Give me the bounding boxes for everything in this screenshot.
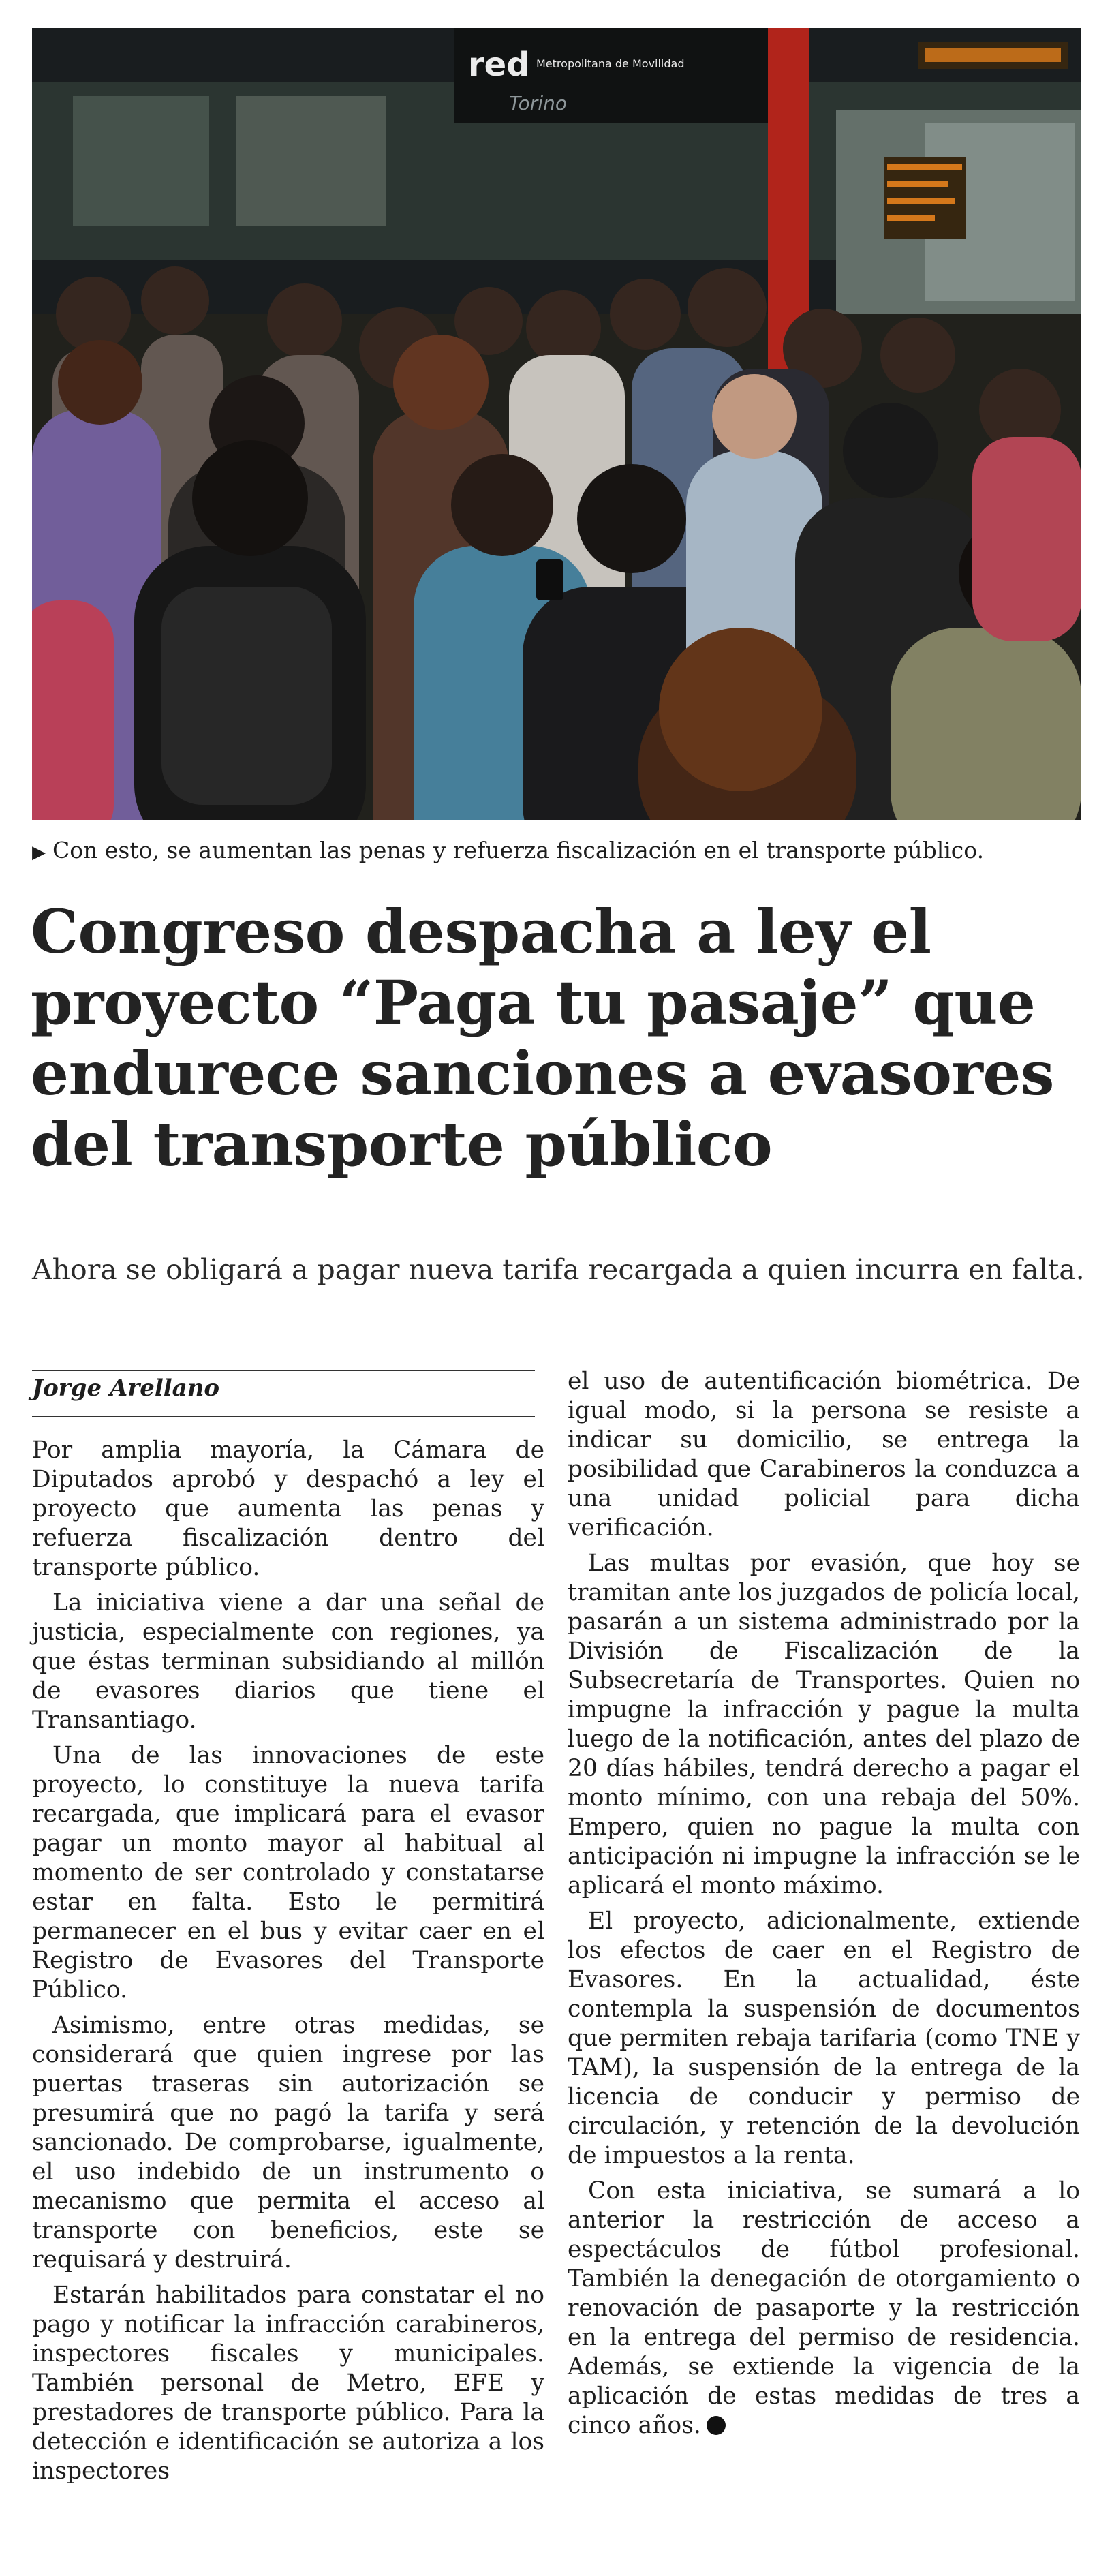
article-byline: Jorge Arellano bbox=[32, 1375, 220, 1402]
body-paragraph-last bbox=[568, 2177, 1080, 2440]
body-paragraph: La iniciativa viene a dar una señal de justicia, especialmente con regiones, ya que éstas terminan subsidiando al millón de evasores diarios que tiene el Transantiago. bbox=[32, 1589, 544, 1734]
body-paragraph-last-text: Con esta iniciativa, se sumará a lo anterior la restricción de acceso a espectáculos de fútbol profesional. También la denegación de otorgamiento o renovación de pasaporte y la restricción en la entrega del permiso de residencia. Además, se extiende la vigencia de la aplicación de estas medidas de tres a cinco años. bbox=[568, 2177, 1080, 2439]
body-paragraph: Estarán habilitados para constatar el no pago y notificar la infracción carabineros, inspectores fiscales y municipales. También personal de Metro, EFE y prestadores de transporte público. Para la detección e identificación se autoriza a los inspectores bbox=[32, 2282, 544, 2485]
body-paragraph: El proyecto, adicionalmente, extiende los efectos de caer en el Registro de Evasores. En la actualidad, éste contempla la suspensión de documentos que permiten rebaja tarifaria (como TNE y TAM), la suspensión de la entrega de la licencia de conducir y permiso de circulación, y retención de la devolución de impuestos a la renta. bbox=[568, 1907, 1080, 2169]
crowd-photo-illustration bbox=[32, 28, 1081, 820]
caption-text: Con esto, se aumentan las penas y refuerza fiscalización en el transporte público. bbox=[52, 837, 985, 863]
bus-brand-text: red bbox=[468, 46, 530, 84]
body-column-right bbox=[568, 1367, 1080, 2447]
body-paragraph: Las multas por evasión, que hoy se tramitan ante los juzgados de policía local, pasarán a un sistema administrado por la División de Fiscalización de la Subsecretaría de Transportes. Quien no impugne la infracción y pague la multa luego de la notificación, antes del plazo de 20 días hábiles, tendrá derecho a pagar el monto mínimo, con una rebaja del 50%. Empero, quien no pague la multa con anticipación ni impugne la infracción se le aplicará el monto máximo. bbox=[568, 1550, 1080, 1899]
body-paragraph: Una de las innovaciones de este proyecto, lo constituye la nueva tarifa recargada, que implicará para el evasor pagar un monto mayor al habitual al momento de ser controlado y constatarse estar en falta. Esto le permitirá permanecer en el bus y evitar caer en el Registro de Evasores del Transporte Público. bbox=[32, 1742, 544, 2004]
body-paragraph: Asimismo, entre otras medidas, se considerará que quien ingrese por las puertas traseras sin autorización se presumirá que no pagó la tarifa y será sancionado. De comprobarse, igualmente, el uso indebido de un instrumento o mecanismo que permita el acceso al transporte con beneficios, este se requisará y destruirá. bbox=[32, 2012, 544, 2273]
article-subhead: Ahora se obligará a pagar nueva tarifa recargada a quien incurra en falta. bbox=[32, 1253, 1085, 1286]
article-headline: Congreso despacha a ley el proyecto “Paga tu pasaje” que endurece sanciones a evasores del transporte público bbox=[31, 896, 1054, 1180]
bus-brand-tagline: Metropolitana de Movilidad bbox=[536, 57, 685, 70]
body-paragraph: Por amplia mayoría, la Cámara de Diputados aprobó y despachó a ley el proyecto que aumenta las penas y refuerza fiscalización dentro del transporte público. bbox=[32, 1437, 544, 1581]
caption-marker-icon: ▶ bbox=[32, 842, 46, 863]
body-column-left bbox=[32, 1436, 544, 2492]
photo-caption bbox=[32, 833, 1081, 868]
byline-bottom-rule bbox=[32, 1416, 535, 1417]
article-photo bbox=[32, 28, 1081, 820]
byline-top-rule bbox=[32, 1370, 535, 1371]
bus-destination: Torino bbox=[509, 92, 567, 114]
end-of-article-icon bbox=[707, 2416, 726, 2435]
body-paragraph: el uso de autentificación biométrica. De igual modo, si la persona se resiste a indicar su domicilio, se entrega la posibilidad que Carabineros la conduzca a una unidad policial para dicha verificación. bbox=[568, 1368, 1080, 1542]
